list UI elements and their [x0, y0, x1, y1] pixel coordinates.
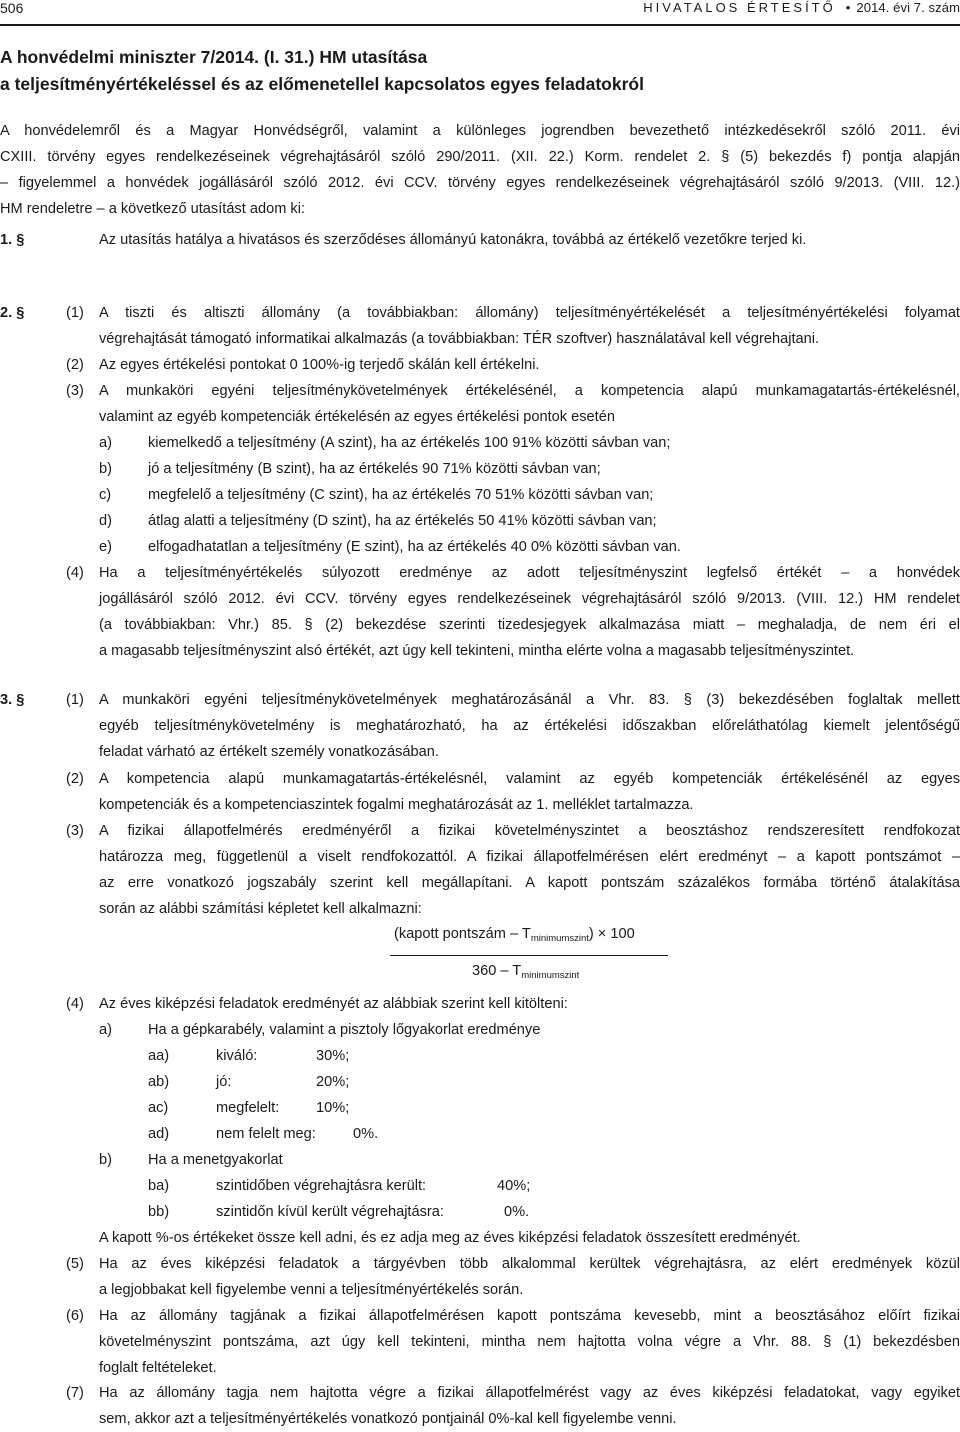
- list-item: elfogadhatatlan a teljesítmény (E szint), ha az értékelés 40 0% közötti sávban van.: [148, 539, 681, 555]
- text-line: Ha a teljesítményértékelés súlyozott eredménye az adott teljesítményszint legfelső értékét – a honvédek: [99, 565, 960, 581]
- journal-name: [643, 0, 960, 15]
- preamble: [0, 118, 960, 222]
- list-item: jó a teljesítmény (B szint), ha az értékelés 90 71% közötti sávban van;: [148, 461, 601, 477]
- page-number: 506: [0, 0, 24, 16]
- text-line: Ha az éves kiképzési feladatok a tárgyévben több alkalommal kerültek végrehajtásra, az elért eredmények közül: [99, 1256, 960, 1272]
- s3-p1-label: (1): [66, 692, 84, 708]
- text-line: feladat várható az értékelt személy vonatkozásában.: [99, 744, 439, 760]
- s2-p4-label: (4): [66, 565, 84, 581]
- preamble-line: HM rendeletre – a következő utasítást adom ki:: [0, 201, 305, 217]
- s2-p3-label: (3): [66, 383, 84, 399]
- text-line: az erre vonatkozó jogszabály szerint kell megállapítani. A kapott pontszám százalékos formába történő átalakítása: [99, 875, 960, 891]
- title-line-2: a teljesítményértékeléssel és az előmenetellel kapcsolatos egyes feladatokról: [0, 74, 644, 94]
- sub-item-label: ac): [148, 1100, 169, 1116]
- text-line: során az alábbi számítási képletet kell alkalmazni:: [99, 901, 422, 917]
- sub-item-name: jó:: [216, 1074, 232, 1090]
- list-item-label: c): [99, 487, 112, 503]
- list-item: átlag alatti a teljesítmény (D szint), ha az értékelés 50 41% közötti sávban van;: [148, 513, 657, 529]
- s3-p6-label: (6): [66, 1308, 84, 1324]
- text-line: egyéb teljesítménykövetelmény is meghatározható, ha az értékelési időszakban előreláthatólag kiemelt jelentőségű: [99, 718, 960, 734]
- preamble-line: CXIII. törvény egyes rendelkezéseinek végrehajtásáról szóló 290/2011. (XII. 22.) Korm. rendelet 2. § (5) bekezdés f) pontja alapján: [0, 149, 960, 165]
- s3-p4-label: (4): [66, 996, 84, 1012]
- s3-p3-label: (3): [66, 823, 84, 839]
- sub-item-label: ad): [148, 1126, 170, 1142]
- list-item-label: a): [99, 435, 112, 451]
- s3-p2-label: (2): [66, 771, 84, 787]
- s3-paragraph-6: [99, 1303, 960, 1381]
- s2-paragraph-1: [99, 300, 960, 352]
- separator-dot: •: [845, 0, 851, 15]
- formula-subscript: minimumszint: [521, 970, 580, 981]
- page-header: [0, 0, 960, 26]
- sub-item-name: megfelelt:: [216, 1100, 280, 1116]
- sub-item-name: nem felelt meg:: [216, 1126, 316, 1142]
- s2-paragraph-3: [99, 378, 960, 430]
- sub-item-value: 0%.: [504, 1204, 530, 1220]
- document-title: [0, 44, 644, 98]
- s3-p4-closing: A kapott %-os értékeket össze kell adni, és ez adja meg az éves kiképzési feladatok összesített eredményét.: [99, 1230, 801, 1246]
- preamble-line: – figyelemmel a honvédek jogállásáról szóló 2012. évi CCV. törvény egyes rendelkezéseinek végrehajtásáról szóló 9/2013. (VIII. 12.): [0, 175, 960, 191]
- fraction-bar: [390, 955, 668, 956]
- section-2-number: 2. §: [0, 305, 25, 321]
- sub-item-value: 0%.: [353, 1126, 379, 1142]
- text-line: a legjobbakat kell figyelembe venni a teljesítményértékelés során.: [99, 1282, 524, 1298]
- preamble-line: A honvédelemről és a Magyar Honvédségről, valamint a különleges jogrendben bevezethető intézkedésekről szóló 2011. évi: [0, 123, 960, 139]
- sub-item-name: kiváló:: [216, 1048, 258, 1064]
- s2-paragraph-2: Az egyes értékelési pontokat 0 100%-ig terjedő skálán kell értékelni.: [99, 357, 540, 373]
- sub-item-value: 40%;: [497, 1178, 531, 1194]
- s2-p2-label: (2): [66, 357, 84, 373]
- section-1-number: 1. §: [0, 232, 25, 248]
- sub-item-name: szintidőn kívül került végrehajtásra:: [216, 1204, 444, 1220]
- s3-p4-intro: Az éves kiképzési feladatok eredményét az alábbiak szerint kell kitölteni:: [99, 996, 568, 1012]
- text-line: A munkaköri egyéni teljesítménykövetelmények értékelésénél, a kompetencia alapú munkamagatartás-értékelésnél,: [99, 383, 960, 399]
- text-line: sem, akkor azt a teljesítményértékelés vonatkozó pontjainál 0%-kal kell figyelembe venni.: [99, 1411, 677, 1427]
- s3-paragraph-5: [99, 1251, 960, 1303]
- text-line: foglalt feltételeket.: [99, 1360, 217, 1376]
- s3-paragraph-2: [99, 766, 960, 818]
- sub-item-name: szintidőben végrehajtásra került:: [216, 1178, 427, 1194]
- text-line: Ha az állomány tagja nem hajtotta végre a fizikai állapotfelmérést vagy az éves kiképzési feladatokat, vagy egyiket: [99, 1385, 960, 1401]
- text-line: (a továbbiakban: Vhr.) 85. § (2) bekezdése szerinti tizedesjegyek alkalmazása miatt – meghaladja, de nem éri el: [99, 617, 960, 633]
- list-item-label: d): [99, 513, 112, 529]
- s3-paragraph-1: [99, 687, 960, 765]
- section-1-text: Az utasítás hatálya a hivatásos és szerződéses állományú katonákra, továbbá az értékelő vezetőkre terjed ki.: [99, 232, 807, 248]
- percentage-formula: [390, 921, 670, 985]
- list-item: megfelelő a teljesítmény (C szint), ha az értékelés 70 51% közötti sávban van;: [148, 487, 654, 503]
- text-line: követelményszint pontszáma, azt úgy kell tekinteni, mintha nem hajtotta volna végre a Vhr. 88. § (1) bekezdésben: [99, 1334, 960, 1350]
- text-line: kompetenciák és a kompetenciaszintek fogalmi meghatározását az 1. melléklet tartalmazza.: [99, 797, 694, 813]
- sub-item-value: 30%;: [316, 1048, 350, 1064]
- text-line: a magasabb teljesítményszint alsó értékét, azt úgy kell tekinteni, mintha elérte volna a magasabb teljesítményszintet.: [99, 643, 855, 659]
- text-line: határozza meg, függetlenül a viselt rendfokozattól. A fizikai állapotfelmérésen elért eredményt – a kapott pontszámot –: [99, 849, 960, 865]
- sub-item-value: 10%;: [316, 1100, 350, 1116]
- sub-item-label: aa): [148, 1048, 170, 1064]
- s3-p7-label: (7): [66, 1385, 84, 1401]
- s3-p5-label: (5): [66, 1256, 84, 1272]
- section-3-number: 3. §: [0, 692, 25, 708]
- sub-item-label: ab): [148, 1074, 170, 1090]
- formula-text: 360 – T: [472, 963, 522, 979]
- formula-denominator: [472, 958, 579, 989]
- list-item: kiemelkedő a teljesítmény (A szint), ha az értékelés 100 91% közötti sávban van;: [148, 435, 671, 451]
- s3-paragraph-3: [99, 818, 960, 922]
- list-item: Ha a gépkarabély, valamint a pisztoly lőgyakorlat eredménye: [148, 1022, 541, 1038]
- text-line: valamint az egyéb kompetenciák értékelésén az egyes értékelési pontok esetén: [99, 409, 615, 425]
- s3-paragraph-7: [99, 1380, 960, 1432]
- list-item-label: a): [99, 1022, 112, 1038]
- formula-subscript: minimumszint: [530, 933, 589, 944]
- text-line: A fizikai állapotfelmérés eredményéről a fizikai követelményszintet a beosztáshoz rendszeresített rendfokozat: [99, 823, 960, 839]
- journal-title: HIVATALOS ÉRTESÍTŐ: [643, 0, 836, 15]
- list-item-label: b): [99, 1152, 112, 1168]
- sub-item-value: 20%;: [316, 1074, 350, 1090]
- text-line: A kompetencia alapú munkamagatartás-értékelésnél, valamint az egyéb kompetenciák értékelésénél az egyes: [99, 771, 960, 787]
- sub-item-label: ba): [148, 1178, 170, 1194]
- title-line-1: A honvédelmi miniszter 7/2014. (I. 31.) HM utasítása: [0, 47, 428, 67]
- text-line: Ha az állomány tagjának a fizikai állapotfelmérésen kapott pontszáma kevesebb, mint a beosztásához előírt fizikai: [99, 1308, 960, 1324]
- text-line: A tiszti és altiszti állomány (a továbbiakban: állomány) teljesítményértékelését a teljesítményértékelési folyamat: [99, 305, 960, 321]
- text-line: jogállásáról szóló 2012. évi CCV. törvény egyes rendelkezéseinek végrehajtásáról szóló 9/2013. (VIII. 12.) HM rendelet: [99, 591, 960, 607]
- header-rule: [0, 24, 960, 26]
- formula-text: (kapott pontszám – T: [394, 926, 531, 942]
- sub-item-label: bb): [148, 1204, 170, 1220]
- list-item-label: b): [99, 461, 112, 477]
- formula-numerator: [394, 921, 635, 952]
- journal-issue: 2014. évi 7. szám: [856, 0, 960, 15]
- s2-paragraph-4: [99, 560, 960, 664]
- text-line: A munkaköri egyéni teljesítménykövetelmények meghatározásánál a Vhr. 83. § (3) bekezdésében foglaltak mellett: [99, 692, 960, 708]
- list-item: Ha a menetgyakorlat: [148, 1152, 283, 1168]
- s2-p1-label: (1): [66, 305, 84, 321]
- formula-text: ) × 100: [588, 926, 635, 942]
- list-item-label: e): [99, 539, 112, 555]
- text-line: végrehajtását támogató informatikai alkalmazás (a továbbiakban: TÉR szoftver) használatával kell végrehajtani.: [99, 331, 820, 347]
